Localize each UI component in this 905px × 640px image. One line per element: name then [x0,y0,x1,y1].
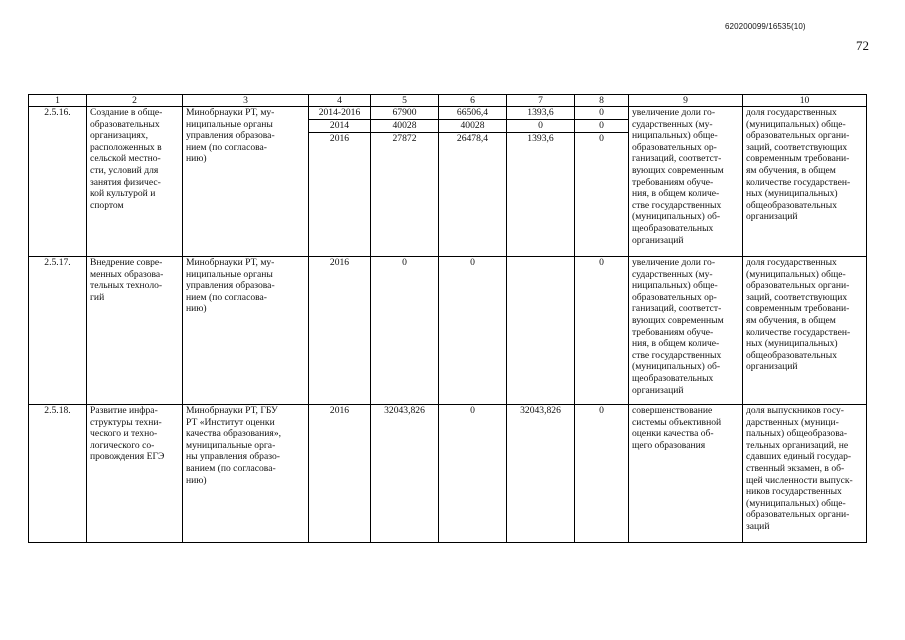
text-line: образовательных [90,118,160,130]
amount-value: 0 [575,120,628,133]
text-line: щеобразовательных [632,222,714,234]
text-line: Минобрнауки РТ, му- [186,257,275,268]
year-value: 2014-2016 [309,107,370,120]
text-line: требованиям обуче- [632,176,714,188]
federal-funding-cell [439,107,507,257]
row-number: 2.5.18. [29,405,87,543]
executor [183,257,309,405]
column-header: 10 [743,95,867,107]
executor [183,107,309,257]
table-row [29,405,867,543]
text-line: общеобразовательных [746,349,837,361]
text-line: стве государственных [632,199,722,211]
text-line: заций, соответствующих [746,141,848,153]
executor [183,405,309,543]
text-line: общеобразовательных [746,199,837,211]
text-line: расположенных в [90,141,162,153]
text-line: ны управления образо- [186,451,280,463]
years-cell [309,107,371,257]
text-line: сдавших единый государ- [746,451,852,463]
text-line: системы объективной [632,416,722,428]
indicator [743,257,867,405]
text-line: занятия физичес- [90,176,161,188]
amount-value: 32043,826 [371,405,439,543]
text-line: стве государственных [632,349,722,361]
text-line: ганизаций, соответст- [632,303,722,315]
text-line: (муниципальных) обще- [746,118,846,130]
text-line: организаций [632,234,684,246]
text-line: современным требовани- [746,153,850,165]
text-line: структуры техни- [90,416,162,428]
text-line: сельской местно- [90,153,161,165]
table-row [29,257,867,405]
text-line: ям обучения, в общем [746,164,836,176]
text-line: Внедрение совре- [90,257,163,268]
expected-result [629,257,743,405]
year-value: 2016 [309,257,371,405]
text-line: ниципальные органы [186,118,273,130]
text-line: доля выпускников госу- [746,405,844,416]
text-line: спортом [90,199,124,211]
amount-value: 67900 [371,107,438,120]
column-header: 2 [87,95,183,107]
text-line: РТ «Институт оценки [186,416,275,428]
text-line: управления образова- [186,130,275,142]
text-line: муниципальные орга- [186,439,276,451]
amount-value: 66506,4 [439,107,506,120]
text-line: ям обучения, в общем [746,314,836,326]
text-line: ниципальных) обще- [632,280,718,292]
row-number: 2.5.16. [29,107,87,257]
text-line: (муниципальных) обще- [746,497,846,509]
text-line: Минобрнауки РТ, ГБУ [186,405,278,416]
text-line: (муниципальных) об- [632,361,721,373]
text-line: ных (муниципальных) [746,338,838,350]
amount-value: 32043,826 [507,405,575,543]
text-line: дарственных (муници- [746,416,839,428]
text-line: организаций [746,361,798,373]
program-table [28,94,867,543]
text-line: ственный экзамен, в об- [746,462,845,474]
text-line: доля государственных [746,257,837,268]
document-id: 620200099/16535(10) [725,22,806,31]
text-line: ниципальных) обще- [632,130,718,142]
text-line: ганизаций, соответст- [632,153,722,165]
text-line: организациях, [90,130,148,142]
text-line: Минобрнауки РТ, му- [186,107,275,118]
column-header: 6 [439,95,507,107]
text-line: оценки качества об- [632,428,714,440]
page-number: 72 [856,38,869,53]
text-line: сударственных (му- [632,118,713,130]
year-value: 2016 [309,405,371,543]
text-line: заций [746,520,770,532]
text-line: доля государственных [746,107,837,118]
table-row [29,107,867,257]
amount-value: 0 [439,405,507,543]
column-header: 7 [507,95,575,107]
text-line: нием (по согласова- [186,141,267,153]
text-line: щего образования [632,439,706,451]
text-line: образовательных ор- [632,291,717,303]
text-line: тельных техноло- [90,280,163,292]
column-header: 9 [629,95,743,107]
text-line: количестве государствен- [746,176,851,188]
activity-name [87,257,183,405]
amount-value: 0 [439,257,507,405]
text-line: логического со- [90,439,155,451]
text-line: требованиям обуче- [632,326,714,338]
amount-value: 1393,6 [507,107,574,120]
amount-value: 0 [575,405,629,543]
text-line: щей численности выпуск- [746,474,853,486]
column-header: 3 [183,95,309,107]
amount-value: 27872 [392,133,417,144]
text-line: организаций [632,384,684,396]
text-line: увеличение доли го- [632,107,716,118]
text-line: образовательных органи- [746,509,850,521]
text-line: ниципальные органы [186,268,273,280]
column-header: 5 [371,95,439,107]
column-header: 1 [29,95,87,107]
amount-value: 0 [599,133,604,144]
column-header: 4 [309,95,371,107]
amount-value: 0 [575,107,628,120]
text-line: менных образова- [90,268,164,280]
activity-name [87,107,183,257]
text-line: гий [90,291,105,303]
text-line: сти, условий для [90,164,159,176]
column-number-row [29,95,867,107]
amount-value: 26478,4 [456,133,489,144]
amount-value: 0 [507,120,574,133]
activity-name [87,405,183,543]
year-value: 2016 [329,133,350,144]
amount-value: 40028 [371,120,438,133]
amount-value: 40028 [439,120,506,133]
text-line: образовательных ор- [632,141,717,153]
text-line: управления образова- [186,280,275,292]
text-line: нию) [186,153,207,165]
column-header: 8 [575,95,629,107]
text-line: образовательных органи- [746,130,850,142]
other-funding-cell [575,107,629,257]
text-line: нию) [186,303,207,315]
text-line: ния, в общем количе- [632,338,720,350]
text-line: вующих современным [632,164,724,176]
total-funding-cell [371,107,439,257]
text-line: ванием (по согласова- [186,462,276,474]
text-line: Развитие инфра- [90,405,158,416]
text-line: тельных организаций, не [746,439,849,451]
text-line: нием (по согласова- [186,291,267,303]
text-line: нию) [186,474,207,486]
text-line: щеобразовательных [632,372,714,384]
text-line: (муниципальных) обще- [746,268,846,280]
text-line: ных (муниципальных) [746,188,838,200]
text-line: ческого и техно- [90,428,158,440]
row-number: 2.5.17. [29,257,87,405]
text-line: кой культурой и [90,188,156,200]
text-line: сударственных (му- [632,268,713,280]
text-line: вующих современным [632,314,724,326]
amount-value [507,257,575,405]
text-line: пальных) общеобразова- [746,428,848,440]
text-line: совершенствование [632,405,713,416]
text-line: ников государственных [746,486,842,498]
text-line: провождения ЕГЭ [90,451,165,463]
amount-value: 0 [575,257,629,405]
text-line: образовательных органи- [746,280,850,292]
year-value: 2014 [309,120,370,133]
text-line: ния, в общем количе- [632,188,720,200]
regional-funding-cell [507,107,575,257]
indicator [743,107,867,257]
text-line: заций, соответствующих [746,291,848,303]
text-line: увеличение доли го- [632,257,716,268]
expected-result [629,107,743,257]
text-line: количестве государствен- [746,326,851,338]
text-line: Создание в обще- [90,107,163,118]
text-line: современным требовани- [746,303,850,315]
text-line: (муниципальных) об- [632,211,721,223]
amount-value: 0 [371,257,439,405]
amount-value: 1393,6 [527,133,554,144]
text-line: качества образования», [186,428,282,440]
text-line: организаций [746,211,798,223]
indicator [743,405,867,543]
expected-result [629,405,743,543]
